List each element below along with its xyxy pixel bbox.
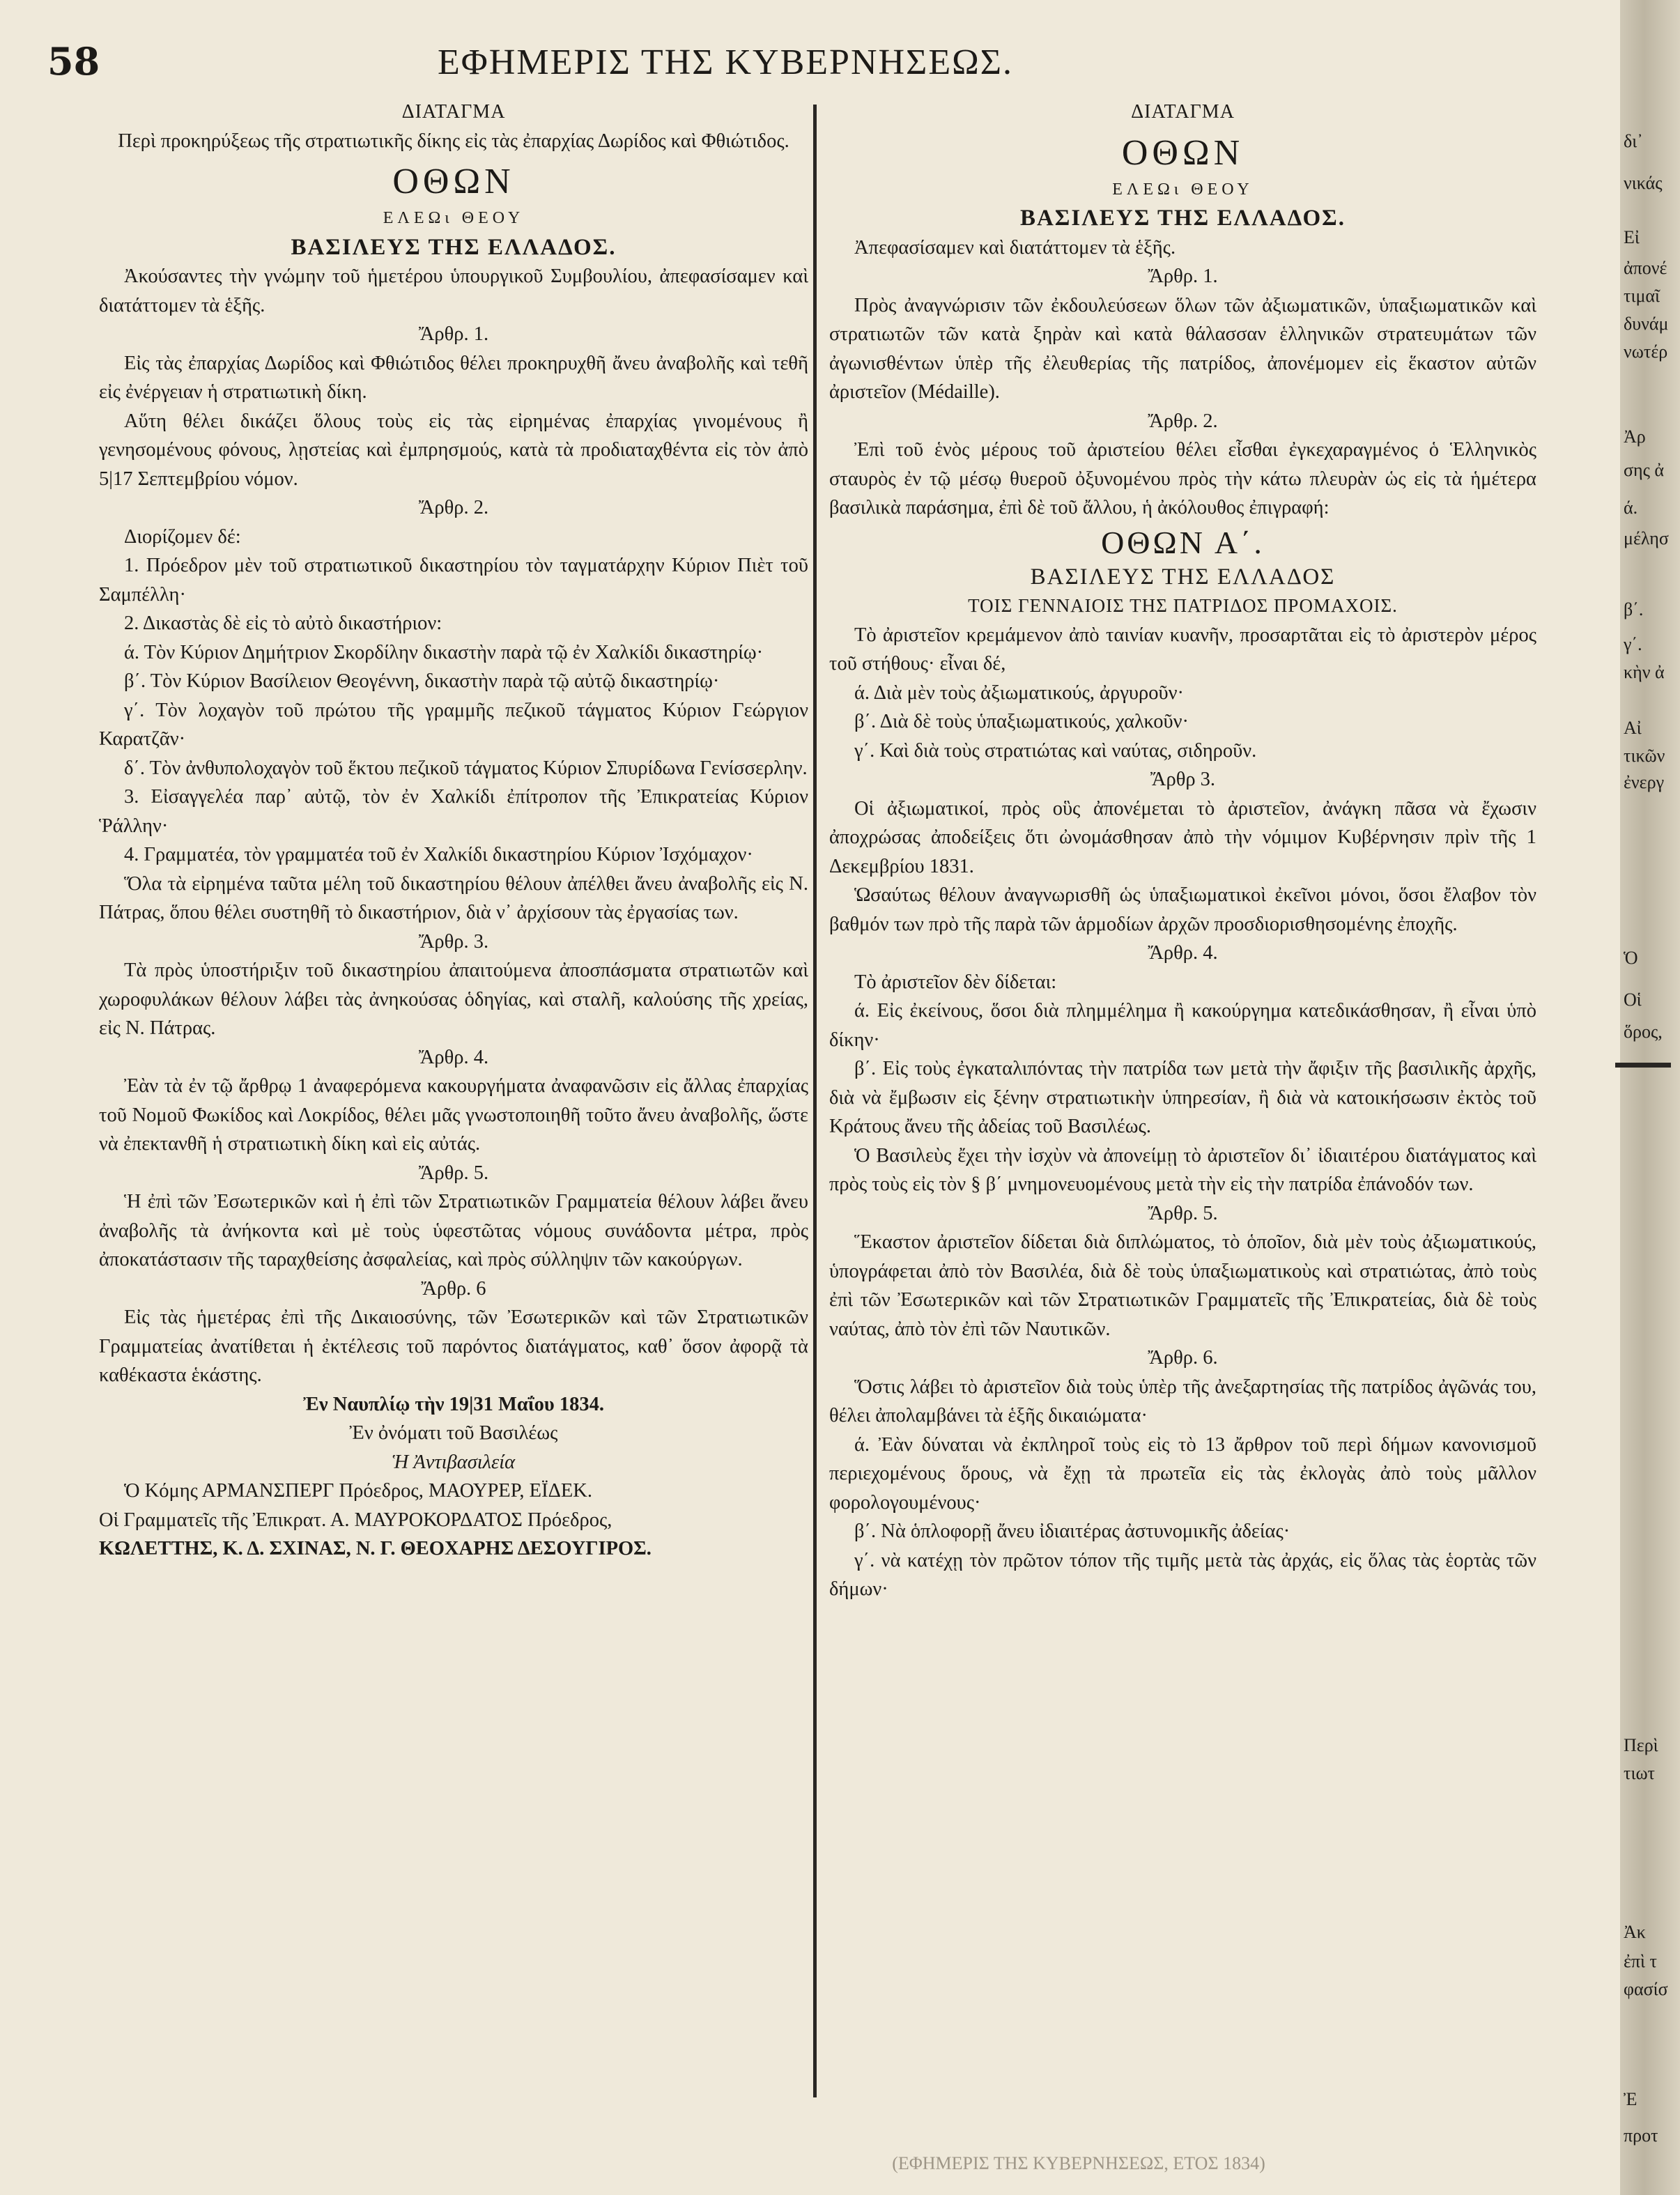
margin-fragment: Οἱ: [1624, 989, 1642, 1010]
article-title: Ἄρθρ. 2.: [418, 497, 489, 518]
article-paragraph: Διορίζομεν δέ:: [124, 525, 241, 548]
article-title: Ἄρθρ. 5.: [418, 1162, 489, 1184]
margin-fragment: Αἰ: [1624, 718, 1642, 738]
margin-fragment: Ἀκ: [1624, 1922, 1646, 1942]
grace-formula: ΕΛΕΩι ΘΕΟΥ: [1112, 180, 1254, 199]
list-item: 2. Δικαστὰς δὲ εἰς τὸ αὐτὸ δικαστήριον:: [124, 613, 442, 634]
list-item: γ΄. νὰ κατέχῃ τὸν πρῶτον τόπον τῆς τιμῆς μετὰ τὰς ἀρχάς, εἰς ὅλας τὰς ἑορτὰς τῶν δήμων·: [829, 1549, 1536, 1600]
list-item: ά. Ἐὰν δύναται νὰ ἐκπληροῖ τοὺς εἰς τὸ 13 ἄρθρον τοῦ περὶ δήμων κανονισμοῦ περιεχομένους ὅρους, νὰ ἔχῃ τὰ πρωτεῖα εἰς τὰς ἐκλογὰς ἀπὸ τοὺς μᾶλλον φορολογουμένους·: [829, 1433, 1536, 1514]
sovereign-name: ΟΘΩΝ: [1121, 132, 1244, 173]
column-divider: [813, 105, 817, 2097]
article-paragraph: Ἐπὶ τοῦ ἑνὸς μέρους τοῦ ἀριστείου θέλει εἶσθαι ἐγκεχαραγμένος ὁ Ἑλληνικὸς σταυρὸς ἐν τῷ μέσῳ θυεροῦ ὀξυνομένου πρὸς τὴν κάτω πλευρὰν ὡς εἰς τὰ ἡμέτερα βασιλικὰ παράσημα, ἐπὶ δὲ τοῦ ἄλλου, ἡ ἀκόλουθος ἐπιγραφή:: [829, 439, 1536, 518]
margin-fragment: νικάς: [1624, 173, 1663, 193]
margin-fragment: ἐπὶ τ: [1624, 1951, 1657, 1971]
margin-fragment: Εἰ: [1624, 227, 1640, 247]
article-paragraph: Αὕτη θέλει δικάζει ὅλους τοὺς εἰς τὰς εἰρημένας ἐπαρχίας γινομένους ἢ γενησομένους φόνους, λῃστείας καὶ ἐμπρησμούς, κατὰ τὰ προδιαταχθέντα εἰς τὸν ἀπὸ 5|17 Σεπτεμβρίου νόμον.: [99, 410, 808, 490]
signature-line: Οἱ Γραμματεῖς τῆς Ἐπικρατ. Α. ΜΑΥΡΟΚΟΡΔΑΤΟΣ Πρόεδρος,: [99, 1509, 612, 1531]
margin-fragment: τιωτ: [1624, 1763, 1656, 1783]
margin-fragment: ά.: [1624, 498, 1638, 518]
article-title: Ἄρθρ. 3.: [418, 930, 489, 953]
list-item: β΄. Διὰ δὲ τοὺς ὑπαξιωματικούς, χαλκοῦν·: [854, 711, 1189, 732]
article-paragraph: Εἰς τὰς ἐπαρχίας Δωρίδος καὶ Φθιώτιδος θέλει προκηρυχθῆ ἄνευ ἀναβολῆς καὶ τεθῆ εἰς ἐνέργειαν ἡ στρατιωτικὴ δίκη.: [99, 352, 808, 403]
list-item: 3. Εἰσαγγελέα παρ᾽ αὐτῷ, τὸν ἐν Χαλκίδι ἐπίτροπον τῆς Ἐπικρατείας Κύριον Ῥάλλην·: [99, 786, 808, 837]
margin-fragment: ἐνεργ: [1624, 772, 1665, 792]
margin-fragment: Ἐ: [1624, 2089, 1637, 2109]
bleed-through-footer: (ΕΦΗΜΕΡΙΣ ΤΗΣ ΚΥΒΕΡΝΗΣΕΩΣ, ΕΤΟΣ 1834): [892, 2153, 1265, 2173]
left-column: [99, 98, 808, 1564]
list-item: γ΄. Καὶ διὰ τοὺς στρατιώτας καὶ ναύτας, σιδηροῦν.: [854, 739, 1257, 762]
article-paragraph: Πρὸς ἀναγνώρισιν τῶν ἐκδουλεύσεων ὅλων τῶν ἀξιωματικῶν, ὑπαξιωματικῶν καὶ στρατιωτῶν τῶν κατὰ ξηρὰν καὶ κατὰ θάλασσαν ἑλληνικῶν στρατευμάτων τῶν ἀγωνισθέντων ὑπὲρ τῆς ἐλευθερίας τῆς πατρίδος, ἀπονέμομεν εἰς ἕκαστον αὐτῶν ἀριστεῖον (Médaille).: [829, 294, 1536, 403]
article-paragraph: Ὡσαύτως θέλουν ἀναγνωρισθῆ ὡς ὑπαξιωματικοὶ ἐκεῖνοι μόνοι, ὅσοι ἔλαβον τὸν βαθμόν των πρὸ τῆς παρὰ τῶν ἁρμοδίων ἀρχῶν προσδιορισθησομένης ἐποχῆς.: [829, 884, 1536, 935]
signature-line: ΚΩΛΕΤΤΗΣ, Κ. Δ. ΣΧΙΝΑΣ, Ν. Γ. ΘΕΟΧΑΡΗΣ ΔΕΣΟΥΓΙΡΟΣ.: [99, 1538, 652, 1559]
medal-name: ΟΘΩΝ Α΄.: [1101, 524, 1265, 560]
king-title: ΒΑΣΙΛΕΥΣ ΤΗΣ ΕΛΛΑΔΟΣ.: [1019, 206, 1346, 231]
article-paragraph: Ἐὰν τὰ ἐν τῷ ἄρθρῳ 1 ἀναφερόμενα κακουργήματα ἀναφανῶσιν εἰς ἄλλας ἐπαρχίας τοῦ Νομοῦ Φωκίδος καὶ Λοκρίδος, θέλει μᾶς γνωστοποιηθῆ τοῦτο ἄνευ ἀναβολῆς, ὥστε νὰ ἐπεκτανθῆ ἡ στρατιωτικὴ δίκη καὶ εἰς αὐτάς.: [99, 1075, 808, 1155]
list-item: 4. Γραμματέα, τὸν γραμματέα τοῦ ἐν Χαλκίδι δικαστηρίου Κύριον Ἰσχόμαχον·: [124, 844, 753, 865]
decree-intro: Ἀκούσαντες τὴν γνώμην τοῦ ἡμετέρου ὑπουργικοῦ Συμβουλίου, ἀπεφασίσαμεν καὶ διατάττομεν τὰ ἑξῆς.: [99, 265, 808, 316]
sovereign-name: ΟΘΩΝ: [392, 162, 515, 201]
article-paragraph: Ἡ ἐπὶ τῶν Ἐσωτερικῶν καὶ ἡ ἐπὶ τῶν Στρατιωτικῶν Γραμματεία θέλουν λάβει ἄνευ ἀναβολῆς τὰ ἀνήκοντα καὶ μὲ τοὺς ὑφεστῶτας νόμους συνάδοντα μέτρα, πρὸς ἀποκατάστασιν τῆς ταραχθείσης ἀσφαλείας, καὶ πρὸς σύλληψιν τῶν κακούργων.: [99, 1191, 808, 1270]
margin-fragment: Ἀρ: [1624, 426, 1646, 447]
margin-fragment: ὅρος,: [1624, 1022, 1663, 1042]
list-item: ά. Εἰς ἐκείνους, ὅσοι διὰ πλημμέλημα ἢ κακούργημα κατεδικάσθησαν, ἢ εἶναι ὑπὸ δίκην·: [829, 1000, 1536, 1051]
margin-fragment: Περὶ: [1624, 1735, 1658, 1755]
in-name-line: Ἐν ὀνόματι τοῦ Βασιλέως: [349, 1422, 558, 1444]
list-item: δ΄. Τὸν ἀνθυπολοχαγὸν τοῦ ἕκτου πεζικοῦ τάγματος Κύριον Σπυρίδωνα Γενίσσερλην.: [124, 757, 808, 779]
article-paragraph: Εἰς τὰς ἡμετέρας ἐπὶ τῆς Δικαιοσύνης, τῶν Ἐσωτερικῶν καὶ τῶν Στρατιωτικῶν Γραμματείας ἀνατίθεται ἡ ἐκτέλεσις τοῦ παρόντος διατάγματος, καθ᾽ ὅσον ἀφορᾷ τὰ καθέκαστα ἑκάστης.: [99, 1307, 808, 1386]
list-item: β΄. Τὸν Κύριον Βασίλειον Θεογέννη, δικαστὴν παρὰ τῷ αὐτῷ δικαστηρίῳ·: [124, 670, 720, 692]
margin-fragment: τιμαῖ: [1624, 286, 1660, 306]
margin-fragment: κὴν ἀ: [1624, 662, 1665, 682]
signature-line: Ὁ Κόμης ΑΡΜΑΝΣΠΕΡΓ Πρόεδρος, ΜΑΟΥΡΕΡ, ΕΪΔΕΚ.: [124, 1480, 593, 1502]
article-title: Ἄρθρ. 1.: [418, 323, 489, 345]
margin-fragment: γ΄.: [1624, 634, 1642, 654]
article-title: Ἄρθρ. 5.: [1148, 1202, 1218, 1224]
list-item: ά. Διὰ μὲν τοὺς ἀξιωματικούς, ἀργυροῦν·: [854, 681, 1184, 704]
article-title: Ἄρθρ 3.: [1150, 769, 1216, 790]
list-item: 1. Πρόεδρον μὲν τοῦ στρατιωτικοῦ δικαστηρίου τὸν ταγματάρχην Κύριον Πιὲτ τοῦ Σαμπέλλη·: [99, 555, 808, 606]
margin-fragment: β΄.: [1624, 599, 1644, 619]
article-title: Ἄρθρ. 6.: [1148, 1347, 1218, 1369]
article-title: Ἄρθρ. 2.: [1148, 410, 1218, 432]
decree-subject: Περὶ προκηρύξεως τῆς στρατιωτικῆς δίκης εἰς τὰς ἐπαρχίας Δωρίδος καὶ Φθιώτιδος.: [118, 130, 789, 152]
article-paragraph: Τὰ πρὸς ὑποστήριξιν τοῦ δικαστηρίου ἀπαιτούμενα ἀποσπάσματα στρατιωτῶν καὶ χωροφυλάκων θέλουν λάβει τὰς ἀνηκούσας ὁδηγίας, καὶ σταλῆ, καλούσης τῆς χρείας, εἰς Ν. Πάτρας.: [99, 960, 808, 1039]
page-header: [47, 32, 1134, 95]
article-paragraph: Τὸ ἀριστεῖον δὲν δίδεται:: [854, 971, 1057, 993]
page-number: 58: [47, 39, 100, 84]
decree-heading: ΔΙΑΤΑΓΜΑ: [401, 101, 506, 123]
grace-formula: ΕΛΕΩι ΘΕΟΥ: [383, 209, 525, 227]
margin-fragment: δυνάμ: [1624, 314, 1669, 334]
article-paragraph: Ὅστις λάβει τὸ ἀριστεῖον διὰ τοὺς ὑπὲρ τῆς ἀνεξαρτησίας τῆς πατρίδος ἀγῶνάς του, θέλει ἀπολαμβάνει τὰ ἑξῆς δικαιώματα·: [829, 1376, 1536, 1426]
king-title: ΒΑΣΙΛΕΥΣ ΤΗΣ ΕΛΛΑΔΟΣ.: [291, 234, 617, 260]
right-column: [829, 98, 1536, 1604]
decree-heading: ΔΙΑΤΑΓΜΑ: [1131, 101, 1235, 123]
margin-fragment: Ὁ: [1624, 948, 1638, 968]
margin-fragment: δι᾽: [1624, 131, 1643, 151]
decree-intro: Ἀπεφασίσαμεν καὶ διατάττομεν τὰ ἑξῆς.: [854, 236, 1176, 259]
article-paragraph: Τὸ ἀριστεῖον κρεμάμενον ἀπὸ ταινίαν κυανῆν, προσαρτᾶται εἰς τὸ ἀριστερὸν μέρος τοῦ στήθους· εἶναι δέ,: [829, 624, 1536, 675]
regency-line: Ἡ Ἀντιβασιλεία: [392, 1451, 516, 1473]
medal-dedication: ΤΟΙΣ ΓΕΝΝΑΙΟΙΣ ΤΗΣ ΠΑΤΡΙΔΟΣ ΠΡΟΜΑΧΟΙΣ.: [968, 595, 1398, 616]
place-date: Ἐν Ναυπλίῳ τὴν 19|31 Μαΐου 1834.: [303, 1393, 604, 1415]
list-item: β΄. Νὰ ὁπλοφορῇ ἄνευ ἰδιαιτέρας ἀστυνομικῆς ἀδείας·: [854, 1520, 1290, 1542]
list-item: γ΄. Τὸν λοχαγὸν τοῦ πρώτου τῆς γραμμῆς πεζικοῦ τάγματος Κύριον Γεώργιον Καρατζᾶν·: [99, 699, 808, 750]
gazette-title: ΕΦΗΜΕΡΙΣ ΤΗΣ ΚΥΒΕΡΝΗΣΕΩΣ.: [438, 43, 1013, 82]
list-item: ά. Τὸν Κύριον Δημήτριον Σκορδίλην δικαστὴν παρὰ τῷ ἐν Χαλκίδι δικαστηρίῳ·: [124, 641, 764, 663]
article-title: Ἄρθρ. 4.: [418, 1046, 489, 1068]
article-paragraph: Ὁ Βασιλεὺς ἔχει τὴν ἰσχὺν νὰ ἀπονείμῃ τὸ ἀριστεῖον δι᾽ ἰδιαιτέρου διατάγματος καὶ πρὸς τοὺς εἰς τὸν § β΄ μνημονευομένους μετὰ τὴν εἰς τὴν πατρίδα ἐπάνοδόν των.: [829, 1144, 1536, 1195]
margin-fragment: σης ἀ: [1624, 460, 1665, 480]
article-title: Ἄρθρ. 4.: [1148, 942, 1218, 964]
margin-fragment: νωτέρ: [1624, 341, 1668, 362]
margin-fragment: προτ: [1624, 2125, 1658, 2146]
article-paragraph: Ἕκαστον ἀριστεῖον δίδεται διὰ διπλώματος, τὸ ὁποῖον, διὰ μὲν τοὺς ἀξιωματικούς, ὑπογράφεται ἀπὸ τὸν Βασιλέα, διὰ δὲ τοὺς ὑπαξιωματικοὺς καὶ στρατιώτας, ἀπὸ τοὺς ἐπὶ τῶν Ἐσωτερικῶν καὶ τῶν Στρατιωτικῶν Γραμματεῖς τῆς Ἐπικρατείας, διὰ δὲ τοὺς ναύτας, ἀπὸ τὸν ἐπὶ τῶν Ναυτικῶν.: [829, 1231, 1536, 1340]
margin-fragment: μέλησ: [1624, 528, 1669, 548]
margin-fragment: τικῶν: [1624, 746, 1665, 766]
article-title: Ἄρθρ. 1.: [1148, 265, 1218, 287]
medal-king-title: ΒΑΣΙΛΕΥΣ ΤΗΣ ΕΛΛΑΔΟΣ: [1030, 564, 1336, 590]
margin-fragment: ἀπονέ: [1624, 258, 1667, 278]
adjacent-page-rule: [1615, 1063, 1671, 1068]
article-title: Ἄρθρ. 6: [421, 1277, 486, 1300]
article-paragraph: Ὅλα τὰ εἰρημένα ταῦτα μέλη τοῦ δικαστηρίου θέλουν ἀπέλθει ἄνευ ἀναβολῆς εἰς Ν. Πάτρας, ὅπου θέλει συστηθῆ τὸ δικαστήριον, διὰ ν᾽ ἀρχίσουν τὰς ἐργασίας των.: [99, 872, 808, 923]
article-paragraph: Οἱ ἀξιωματικοί, πρὸς οὓς ἀπονέμεται τὸ ἀριστεῖον, ἀνάγκη πᾶσα νὰ ἔχωσιν ἀποχρώσας ἀποδείξεις ὅτι ὠνομάσθησαν ἀπὸ τὴν νόμιμον Κυβέρνησιν πρὶν τῆς 1 Δεκεμβρίου 1831.: [829, 797, 1536, 877]
margin-fragment: φασίσ: [1624, 1979, 1668, 1999]
list-item: β΄. Εἰς τοὺς ἐγκαταλιπόντας τὴν πατρίδα των μετὰ τὴν ἄφιξιν τῆς βασιλικῆς ἀρχῆς, διὰ νὰ ἔμβωσιν εἰς ξένην στρατιωτικὴν ὑπηρεσίαν, ἢ διὰ νὰ κατοικήσωσιν ἐκτὸς τοῦ Κράτους ἄνευ τῆς ἀδείας τοῦ Βασιλέως.: [829, 1058, 1536, 1137]
